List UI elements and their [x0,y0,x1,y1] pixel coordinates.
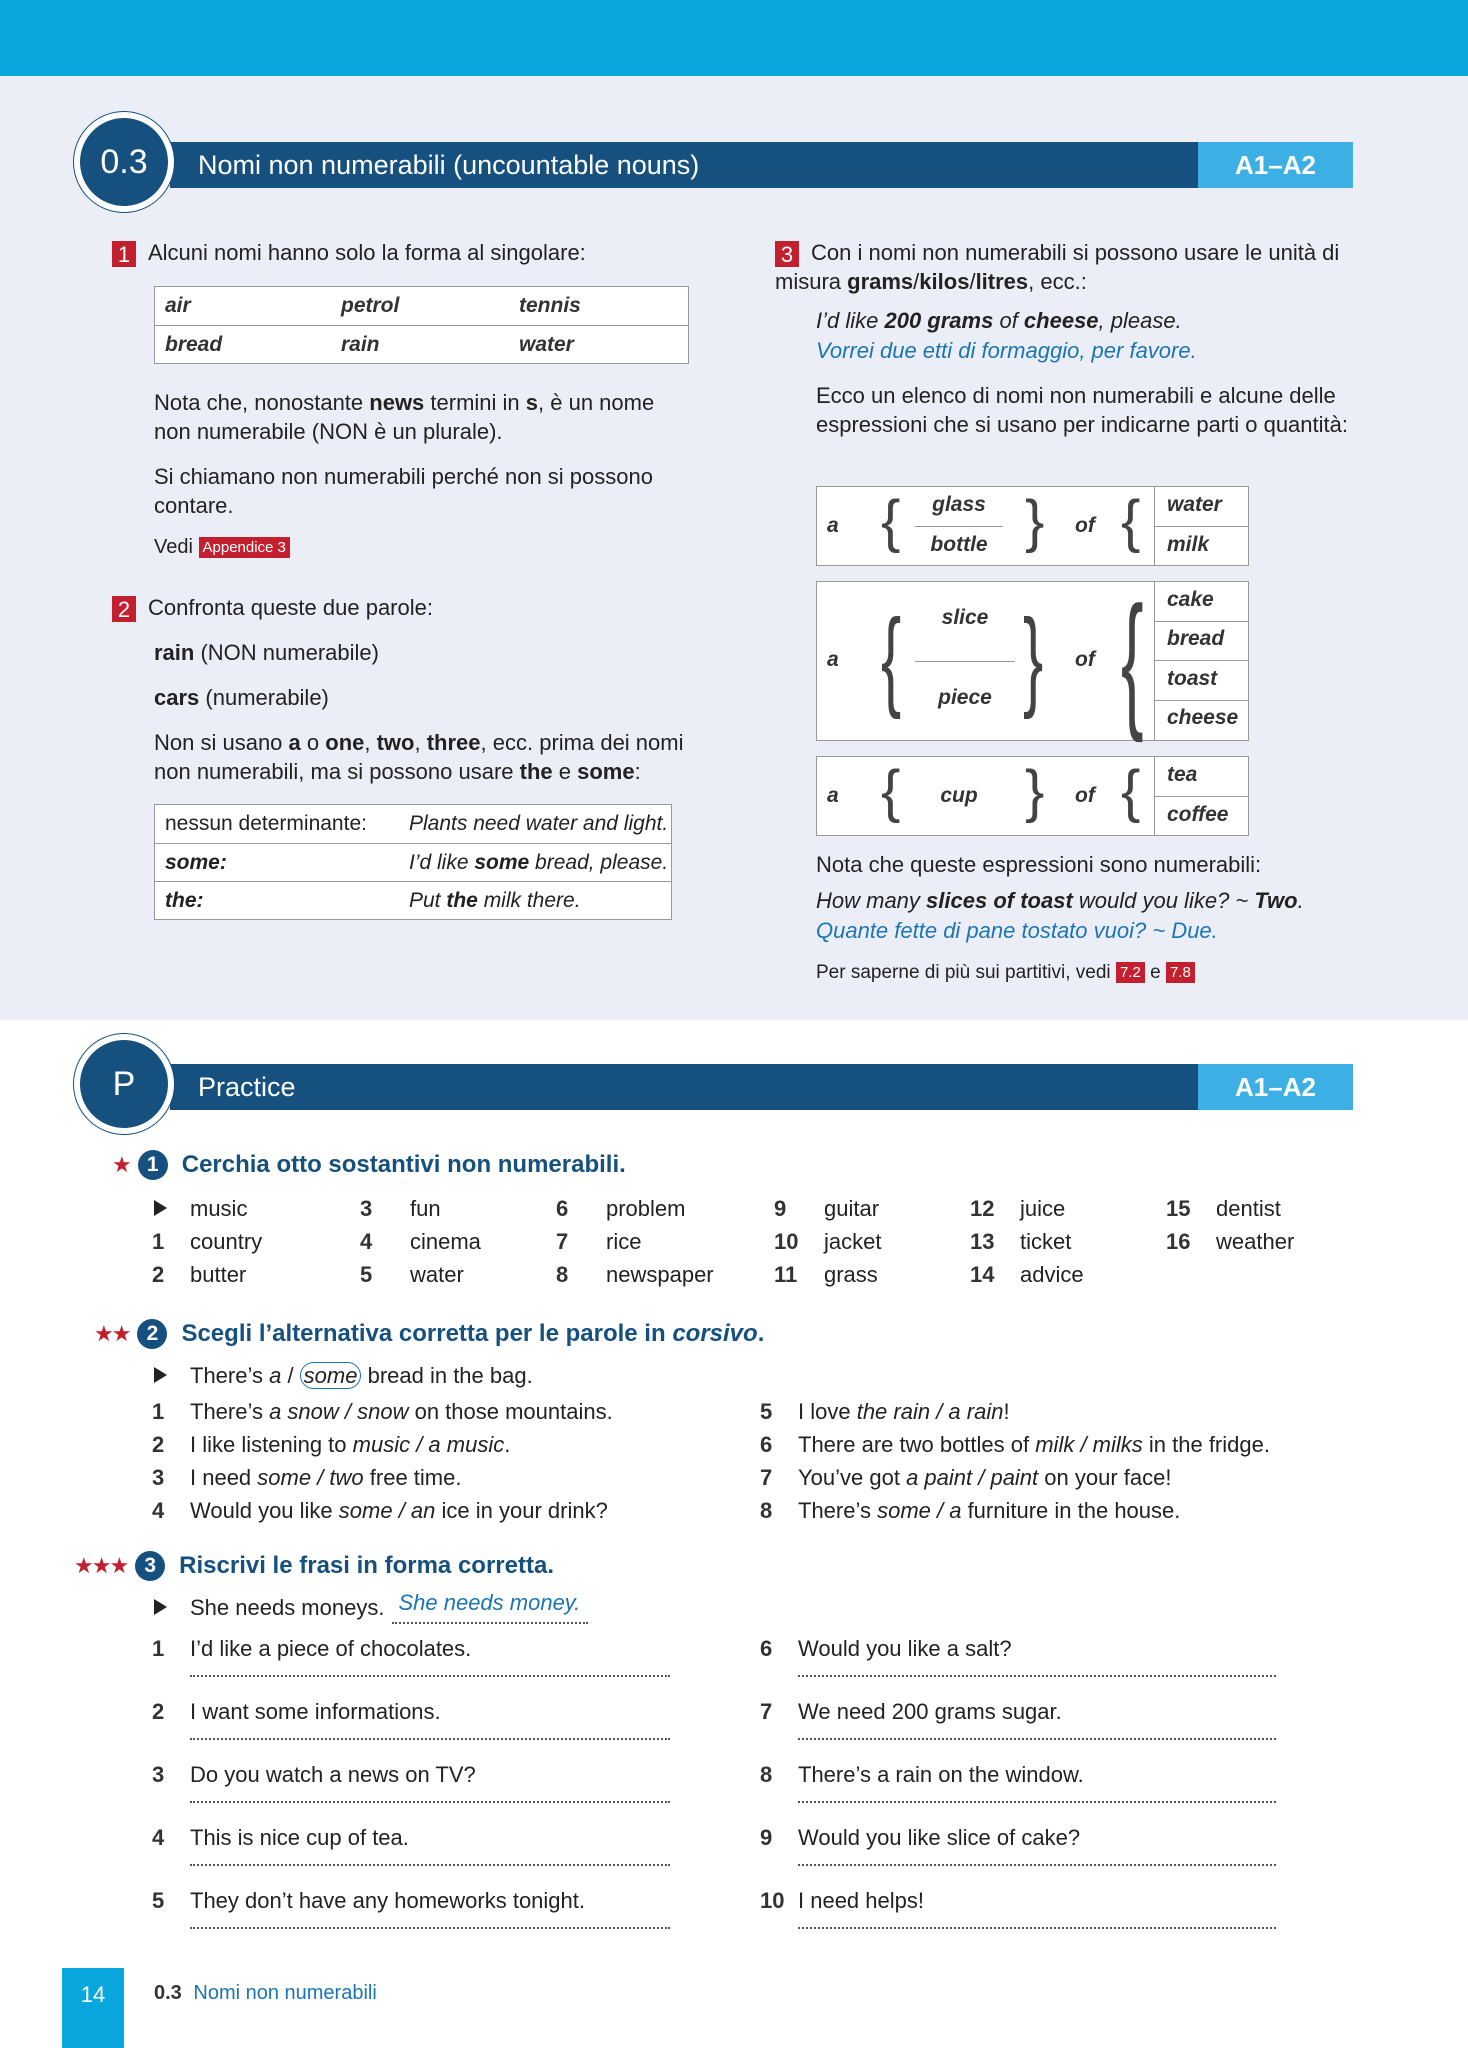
top-color-bar [0,0,1468,76]
word-item[interactable]: 6 problem [556,1196,686,1221]
left-brace: { [1121,575,1144,743]
s3-note: Nota che queste espressioni sono numerabili: [816,852,1262,877]
difficulty-stars: ★★ [94,1321,130,1346]
ref-7-2-link[interactable]: 7.2 [1116,962,1145,983]
word-item[interactable]: 16 weather [1166,1229,1295,1254]
practice-header [0,1064,1468,1110]
level-badge: A1–A2 [1198,142,1353,188]
list-item: 2 I want some informations. [152,1695,712,1758]
table-row: some: I’d like some bread, please. [155,843,671,881]
ex2-example: There’s a / some bread in the bag. [152,1359,533,1392]
ex3-example-answer: She needs money. [392,1591,588,1624]
ex2-right-list [760,1395,1360,1527]
ex3-left-list [152,1632,712,1947]
singular-nouns-table [154,286,689,364]
ex3-number: 3 [135,1551,165,1581]
s1-number: 1 [112,241,136,267]
table-row [155,287,688,325]
ex3-right-list [760,1632,1340,1947]
word-item[interactable]: 15 dentist [1166,1196,1281,1221]
left-brace: { [1121,489,1141,554]
answer-line[interactable] [190,1801,670,1803]
page-number: 14 [62,1968,124,2048]
ex2-left-list [152,1395,752,1527]
section-number-badge: 0.3 [74,112,174,212]
s3-see-also: Per saperne di più sui partitivi, vedi 7.2 e 7.8 [816,962,1195,984]
list-item: 2 I like listening to music / a music. [152,1432,511,1457]
word-item[interactable]: 13 ticket [970,1229,1072,1254]
table-cell: bread [165,332,223,356]
right-brace: } [1023,597,1044,720]
s3-list-intro: Ecco un elenco di nomi non numerabili e alcune delle espressioni che si usano per indicarne parti o quantità: [816,383,1348,437]
practice-title: Practice [170,1064,1198,1110]
ex1-heading: ★ 1 Cerchia otto sostantivi non numerabili. [112,1151,626,1178]
left-brace: { [1121,759,1141,824]
choice-options[interactable]: music / a music [352,1432,505,1457]
s1-note: Nota che, nonostante news termini in s, è un nome non numerabile (NON è un plurale). [154,390,655,444]
word-item[interactable]: 12 juice [970,1196,1066,1221]
word-item[interactable]: 10 jacket [774,1229,882,1254]
left-brace: { [881,597,902,720]
section-title: Nomi non numerabili (uncountable nouns) [170,142,1198,188]
partitive-box-glass-bottle: a { glass bottle } of { water milk [816,486,1249,566]
s2-rain: rain (NON numerabile) [154,640,379,665]
ex3-example: She needs moneys. She needs money. [152,1591,588,1624]
word-item[interactable]: 3 fun [360,1196,441,1221]
s2-rule: Non si usano a o one, two, three, ecc. prima dei nomi non numerabili, ma si possono usare the e some: [154,730,684,784]
answer-line[interactable] [798,1927,1276,1929]
word-item[interactable]: 4 cinema [360,1229,481,1254]
list-item: 7 We need 200 grams sugar. [760,1695,1340,1758]
right-brace: } [1025,489,1045,554]
s3-question-translation: Quante fette di pane tostato vuoi? ~ Due. [816,918,1218,943]
choice-options[interactable]: some / two [257,1465,364,1490]
list-item: 5 They don’t have any homeworks tonight. [152,1884,712,1947]
answer-line[interactable] [798,1675,1276,1677]
word-item[interactable]: 5 water [360,1262,464,1287]
list-item: 6 There are two bottles of milk / milks in the fridge. [760,1432,1270,1457]
s3-example-translation: Vorrei due etti di formaggio, per favore. [816,338,1197,363]
word-item[interactable]: 7 rice [556,1229,642,1254]
list-item: 8 There’s a rain on the window. [760,1758,1340,1821]
list-item: 5 I love the rain / a rain! [760,1399,1010,1424]
word-item[interactable]: 8 newspaper [556,1262,714,1287]
table-cell: rain [341,332,380,356]
s2-number: 2 [112,596,136,622]
ex2-heading: ★★ 2 Scegli l’alternativa corretta per le parole in corsivo. [94,1320,765,1347]
choice-options[interactable]: the rain / a rain [856,1399,1004,1424]
practice-badge: P [74,1034,174,1134]
ex2-number: 2 [137,1319,167,1349]
table-row [155,325,688,363]
difficulty-stars: ★ [112,1152,130,1177]
ex1-word-list [152,1192,1352,1292]
s2-cars: cars (numerabile) [154,685,329,710]
choice-options[interactable]: milk / milks [1035,1432,1143,1457]
list-item: 8 There’s some / a furniture in the house. [760,1498,1181,1523]
table-row: nessun determinante: Plants need water and light. [165,812,669,835]
right-brace: } [1025,759,1045,824]
answer-line[interactable] [190,1675,670,1677]
play-arrow-icon [154,1599,167,1615]
list-item: 3 I need some / two free time. [152,1465,462,1490]
table-cell: petrol [341,294,400,317]
list-item: 4 Would you like some / an ice in your drink? [152,1498,608,1523]
list-item: 1 There’s a snow / snow on those mountains. [152,1399,613,1424]
list-item: 3 Do you watch a news on TV? [152,1758,712,1821]
s1-intro: 1 Alcuni nomi hanno solo la forma al singolare: [112,238,672,267]
word-item[interactable]: 9 guitar [774,1196,880,1221]
answer-line[interactable] [190,1738,670,1740]
answer-line[interactable] [190,1864,670,1866]
left-brace: { [881,759,901,824]
s3-intro: 3 Con i nomi non numerabili si possono usare le unità di misura grams/kilos/litres, ecc.: [775,240,1340,295]
appendix-link[interactable]: Appendice 3 [199,537,290,558]
partitive-box-cup: a { cup } of { tea coffee [816,756,1249,836]
s3-number: 3 [775,241,799,267]
choice-options[interactable]: some / a [877,1498,962,1523]
answer-line[interactable] [798,1864,1276,1866]
list-item: 6 Would you like a salt? [760,1632,1340,1695]
ref-7-8-link[interactable]: 7.8 [1166,962,1195,983]
partitive-box-slice-piece: a { slice piece } of { cake bread toast cheese [816,581,1249,741]
table-cell: water [519,332,574,356]
answer-line[interactable] [798,1801,1276,1803]
word-item[interactable]: music [152,1192,247,1225]
grammar-header [0,142,1468,188]
determiners-table [154,804,672,920]
ex3-heading: ★★★ 3 Riscrivi le frasi in forma corretta. [74,1552,554,1579]
list-item: 1 I’d like a piece of chocolates. [152,1632,712,1695]
list-item: 4 This is nice cup of tea. [152,1821,712,1884]
s2-intro: 2 Confronta queste due parole: [112,593,672,622]
word-item[interactable]: 14 advice [970,1262,1084,1287]
s1-note2: Si chiamano non numerabili perché non si possono contare. [154,464,653,518]
play-arrow-icon [154,1367,167,1383]
ex1-number: 1 [138,1150,168,1180]
choice-options[interactable]: a snow / snow [269,1399,409,1424]
word-item[interactable]: 1 country [152,1229,263,1254]
choice-options[interactable]: some / an [338,1498,436,1523]
practice-level-badge: A1–A2 [1198,1064,1353,1110]
answer-line[interactable] [190,1927,670,1929]
s3-question: How many slices of toast would you like? ~ Two. [816,888,1304,913]
footer-section: 0.3 Nomi non numerabili [154,1982,377,2004]
s1-see-also: Vedi Appendice 3 [154,536,290,559]
list-item: 9 Would you like slice of cake? [760,1821,1340,1884]
table-cell: tennis [519,294,581,317]
word-item[interactable]: 11 grass [774,1262,878,1287]
table-row: the: Put the milk there. [155,881,671,919]
list-item: 7 You’ve got a paint / paint on your face! [760,1465,1172,1490]
play-arrow-icon [154,1200,167,1216]
circled-answer: some [300,1362,362,1389]
difficulty-stars: ★★★ [74,1553,128,1578]
word-item[interactable]: 2 butter [152,1262,247,1287]
choice-options[interactable]: a paint / paint [906,1465,1039,1490]
answer-line[interactable] [798,1738,1276,1740]
left-brace: { [881,489,901,554]
table-cell: air [165,294,191,317]
list-item: 10 I need helps! [760,1884,1340,1947]
s3-example: I’d like 200 grams of cheese, please. [816,308,1182,333]
